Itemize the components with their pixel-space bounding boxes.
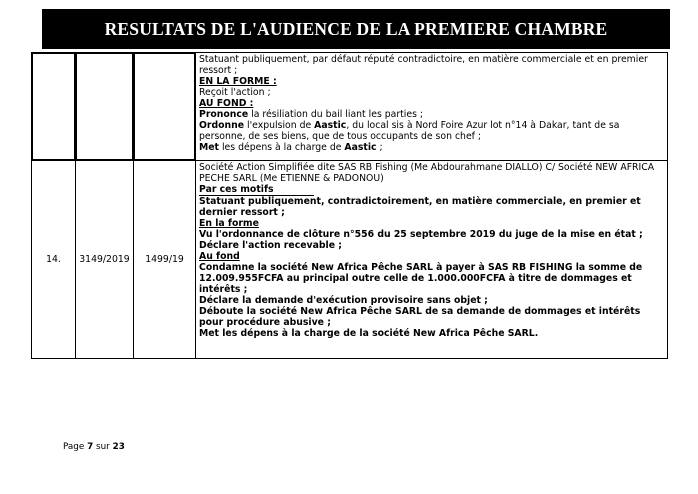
rg-number-cell xyxy=(76,161,134,359)
verb-text: Met xyxy=(199,142,220,153)
decision-line: Déboute la société New Africa Pêche SARL de sa demande de dommages et intérêts pour procédure abusive ; xyxy=(199,306,641,328)
current-page: 7 xyxy=(87,442,94,452)
verb-text: Prononce xyxy=(199,109,249,120)
parties-line: Société Action Simplifiée dite SAS RB Fishing (Me Abdourahmane DIALLO) C/ Société NEW AFRICA PECHE SARL (Me ETIENNE & PADONOU) xyxy=(199,162,655,184)
decision-number-cell xyxy=(134,161,196,359)
cell-frame xyxy=(76,53,133,160)
case-number: 14. xyxy=(46,254,61,265)
decision-heading xyxy=(199,184,664,196)
decision-line: Reçoit l'action ; xyxy=(199,87,271,98)
decision-number-cell xyxy=(134,53,196,161)
decision-text-cell xyxy=(196,53,668,161)
rg-number-cell xyxy=(76,53,134,161)
page-footer xyxy=(63,442,125,452)
decision-line: Met les dépens à la charge de la société New Africa Pêche SARL. xyxy=(199,328,539,339)
page-title: RESULTATS DE L'AUDIENCE DE LA PREMIERE CHAMBRE xyxy=(104,18,608,39)
total-pages: 23 xyxy=(112,442,125,452)
decision-line: Déclare l'action recevable ; xyxy=(199,240,342,251)
line-text: les dépens à la charge de xyxy=(219,142,345,153)
case-number-cell xyxy=(32,53,76,161)
party-name: Aastic xyxy=(344,142,377,153)
decision-heading: AU FOND : xyxy=(199,98,254,109)
footer-middle: sur xyxy=(93,442,113,452)
line-text: , du local sis à Nord Foire Azur lot n°14 à Dakar, tant de sa personne, de ses biens, que de tous occupants de son chef ; xyxy=(199,120,620,142)
rg-number: 3149/2019 xyxy=(79,254,130,265)
decision-number: 1499/19 xyxy=(145,254,184,265)
verb-text: Ordonne xyxy=(199,120,245,131)
line-text: l'expulsion de xyxy=(244,120,315,131)
decision-line xyxy=(199,120,664,142)
decision-line: Statuant publiquement, contradictoirement, en matière commerciale, en premier et dernier ressort ; xyxy=(199,196,641,218)
table-row xyxy=(32,53,668,161)
cell-frame xyxy=(32,53,75,160)
party-name: Aastic xyxy=(314,120,347,131)
motifs-heading: Par ces motifs xyxy=(199,184,314,196)
line-text: ; xyxy=(376,142,383,153)
decision-line xyxy=(199,109,664,120)
results-table xyxy=(31,52,668,359)
decision-heading: Au fond xyxy=(199,251,240,262)
decision-heading: EN LA FORME : xyxy=(199,76,277,87)
table-row xyxy=(32,161,668,359)
footer-prefix: Page xyxy=(63,442,88,452)
decision-line: Déclare la demande d'exécution provisoire sans objet ; xyxy=(199,295,488,306)
page-title-banner xyxy=(42,9,670,49)
decision-line: Statuant publiquement, par défaut réputé contradictoire, en matière commerciale et en premier ressort ; xyxy=(199,54,648,76)
decision-heading: En la forme xyxy=(199,218,259,229)
line-text: la résiliation du bail liant les parties ; xyxy=(248,109,424,120)
decision-line: Condamne la société New Africa Pêche SARL à payer à SAS RB FISHING la somme de 12.009.955FCFA au principal outre celle de 1.000.000FCFA à titre de dommages et intérêts ; xyxy=(199,262,643,295)
case-number-cell xyxy=(32,161,76,359)
decision-line xyxy=(199,142,664,153)
cell-frame xyxy=(134,53,195,160)
decision-line: Vu l'ordonnance de clôture n°556 du 25 septembre 2019 du juge de la mise en état ; xyxy=(199,229,643,240)
decision-text-cell xyxy=(196,161,668,359)
